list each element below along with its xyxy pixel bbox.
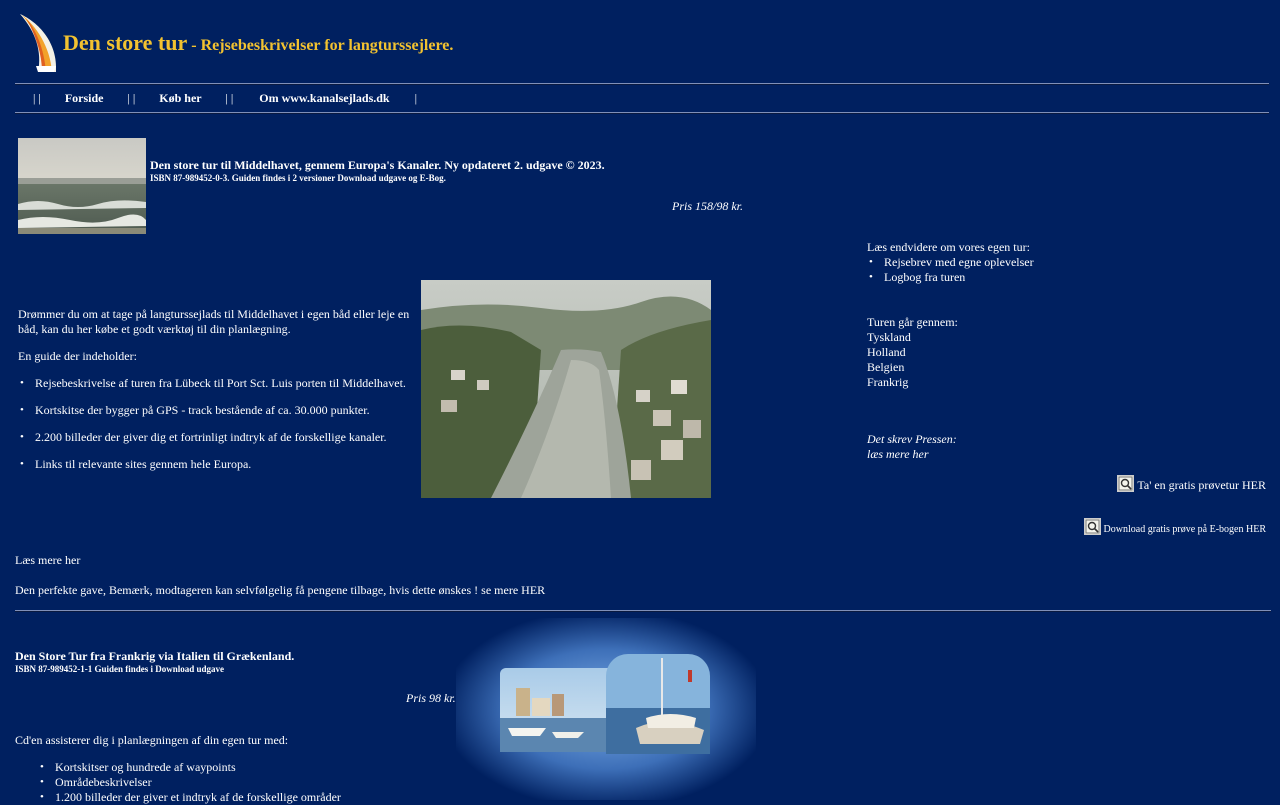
sail-logo [16, 12, 60, 74]
list-item: • Links til relevante sites gennem hele Europa. [35, 457, 435, 472]
country-item: Holland [867, 345, 906, 359]
list-item: • Rejsebeskrivelse af turen fra Lübeck til Port Sct. Luis porten til Middelhavet. [35, 376, 435, 391]
list-item: • Kortskitser og hundrede af waypoints [55, 760, 341, 775]
main-nav [33, 91, 417, 106]
own-trip-links [867, 255, 1034, 285]
book1-bullet-list [18, 376, 435, 472]
river-photo-image [421, 280, 711, 498]
list-item: • Kortskitse der bygger på GPS - track bestående af ca. 30.000 punkter. [35, 403, 435, 418]
press-heading: Det skrev Pressen: [867, 432, 957, 446]
book1-guide-heading: En guide der indeholder: [18, 349, 137, 363]
section-divider [15, 610, 1271, 612]
logbook-link[interactable]: • Logbog fra turen [884, 270, 1034, 285]
book2-price: Pris 98 kr. [406, 691, 456, 705]
title-subtitle: - Rejsebeskrivelser for langturssejlere. [187, 37, 454, 54]
ebook-sample-link[interactable] [1084, 518, 1266, 535]
country-item: Belgien [867, 360, 905, 374]
list-item: • 1.200 billeder der giver et indtryk af de forskellige områder [55, 790, 341, 805]
nav-koeb-her[interactable]: Køb her [159, 91, 202, 105]
nav-forside[interactable]: Forside [64, 91, 104, 105]
book2-intro: Cd'en assisterer dig i planlægningen af din egen tur med: [15, 733, 289, 747]
letters-link[interactable]: • Rejsebrev med egne oplevelser [884, 255, 1034, 270]
book1-isbn: ISBN 87-989452-0-3. Guiden findes i 2 versioner Download udgave og E-Bog. [150, 173, 446, 183]
press-read-more-link[interactable]: læs mere her [867, 447, 929, 461]
country-item: Frankrig [867, 375, 909, 389]
book2-bullet-list [38, 760, 341, 805]
magnifier-icon [1117, 475, 1134, 492]
book1-title: Den store tur til Middelhavet, gennem Europa's Kanaler. Ny opdateret 2. udgave © 2023. [150, 158, 605, 172]
sea-thumbnail-image[interactable] [18, 138, 146, 234]
list-item: • 2.200 billeder der giver dig et fortrinligt indtryk af de forskellige kanaler. [35, 430, 435, 445]
route-heading: Turen går gennem: [867, 315, 958, 329]
nav-om[interactable]: Om www.kanalsejlads.dk [259, 91, 390, 105]
nav-separator: | | [127, 91, 136, 105]
read-more-link[interactable]: Læs mere her [15, 553, 81, 567]
nav-separator: | | [33, 91, 41, 105]
site-title [63, 30, 453, 56]
nav-end-separator: | [414, 91, 418, 105]
also-read-heading: Læs endvidere om vores egen tur: [867, 240, 1030, 254]
nav-separator: | | [225, 91, 234, 105]
book1-price: Pris 158/98 kr. [672, 199, 744, 213]
title-main: Den store tur [63, 30, 188, 55]
header-divider [15, 83, 1269, 85]
ebook-sample-label: Download gratis prøve på E-bogen HER [1103, 524, 1266, 535]
magnifier-icon [1084, 518, 1101, 535]
book1-intro: Drømmer du om at tage på langturssejlads til Middelhavet i egen båd eller leje en båd, kan du her købe et godt værktøj til din planlægning. [18, 307, 410, 336]
book2-isbn: ISBN 87-989452-1-1 Guiden findes i Download udgave [15, 664, 225, 674]
harbor-boat-photo-image [456, 618, 756, 800]
gift-info-link[interactable]: Den perfekte gave, Bemærk, modtageren kan selvfølgelig få pengene tilbage, hvis dette ønskes ! se mere HER [15, 583, 546, 597]
free-sample-link[interactable] [1117, 475, 1266, 493]
country-item: Tyskland [867, 330, 911, 344]
free-sample-label: Ta' en gratis prøvetur HER [1137, 478, 1266, 492]
list-item: • Områdebeskrivelser [55, 775, 341, 790]
nav-divider [15, 112, 1269, 114]
book2-title: Den Store Tur fra Frankrig via Italien til Grækenland. [15, 649, 295, 663]
